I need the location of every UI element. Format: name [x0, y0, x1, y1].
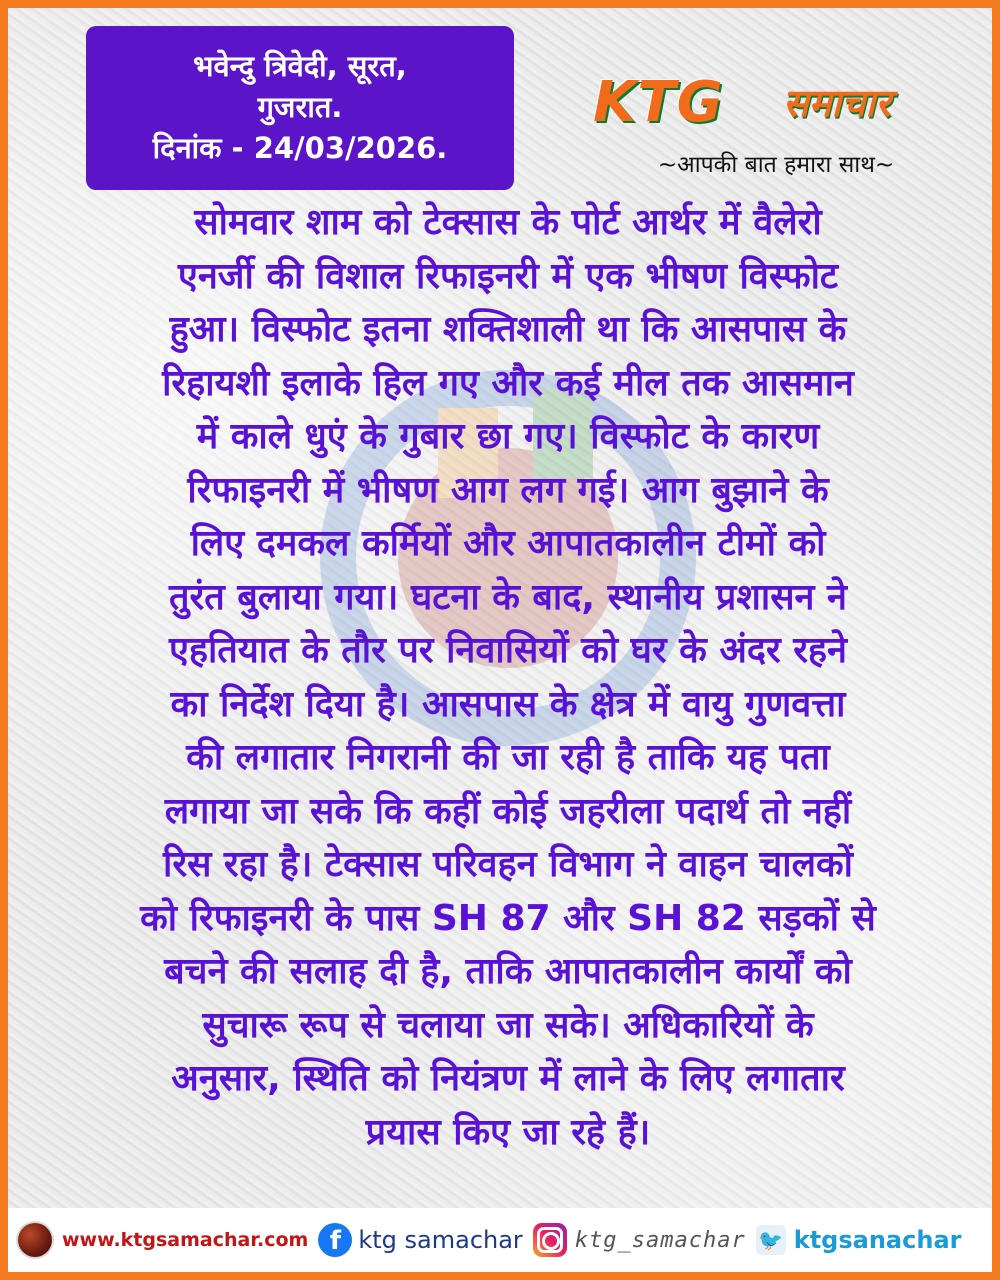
- article-line: तुरंत बुलाया गया। घटना के बाद, स्थानीय प्रशासन ने: [168, 576, 848, 618]
- article-line: अनुसार, स्थिति को नियंत्रण में लाने के लिए लगातार: [171, 1058, 845, 1099]
- article-line: की लगातार निगरानी की जा रही है ताकि यह पता: [186, 737, 830, 778]
- twitter-text: ktgsanachar: [793, 1226, 962, 1254]
- article-body: [28, 196, 988, 1159]
- instagram-icon: [533, 1223, 567, 1257]
- tagline: ~आपकी बात हमारा साथ~: [657, 152, 895, 178]
- article-line: प्रयास किए जा रहे हैं।: [365, 1111, 651, 1153]
- article-line: बचने की सलाह दी है, ताकि आपातकालीन कार्यों को: [164, 951, 852, 992]
- footer-bar: [8, 1208, 992, 1272]
- article-line: लगाया जा सके कि कहीं कोई जहरीला पदार्थ तो नहीं: [164, 790, 852, 832]
- article-line: सोमवार शाम को टेक्सास के पोर्ट आर्थर में वैलेरो: [194, 202, 822, 243]
- author-box: [86, 26, 514, 190]
- article-line: एनर्जी की विशाल रिफाइनरी में एक भीषण विस्फोट: [177, 255, 839, 297]
- article-line: रिहायशी इलाके हिल गए और कई मील तक आसमान: [162, 362, 854, 404]
- article-line: लिए दमकल कर्मियों और आपातकालीन टीमों को: [190, 523, 826, 564]
- author-name: भवेन्दु त्रिवेदी, सूरत,: [193, 49, 407, 83]
- article-line: में काले धुएं के गुबार छा गए। विस्फोट के कारण: [196, 416, 820, 457]
- article-line: रिस रहा है। टेक्सास परिवहन विभाग ने वाहन चालकों: [163, 844, 853, 885]
- article-line: का निर्देश दिया है। आसपास के क्षेत्र में वायु गुणवत्ता: [170, 683, 846, 725]
- twitter-link[interactable]: [756, 1225, 962, 1255]
- facebook-text: ktg samachar: [358, 1226, 523, 1254]
- globe-icon: [18, 1223, 52, 1257]
- article-line: एहतियात के तौर पर निवासियों को घर के अंदर रहने: [168, 630, 848, 671]
- logo-samachar-text: समाचार: [783, 81, 891, 125]
- twitter-icon: 🐦: [756, 1225, 786, 1255]
- article-line: को रिफाइनरी के पास SH 87 और SH 82 सड़कों से: [140, 897, 876, 939]
- instagram-link[interactable]: [533, 1223, 746, 1257]
- article-line: हुआ। विस्फोट इतना शक्तिशाली था कि आसपास के: [169, 309, 847, 350]
- ktg-samachar-logo: [593, 70, 953, 140]
- publish-date: दिनांक - 24/03/2026.: [152, 131, 448, 165]
- website-link[interactable]: [18, 1223, 308, 1257]
- facebook-link[interactable]: [318, 1223, 522, 1257]
- article-line: रिफाइनरी में भीषण आग लग गई। आग बुझाने के: [187, 469, 829, 511]
- website-text: www.ktgsamachar.com: [62, 1229, 309, 1251]
- instagram-text: ktg_samachar: [574, 1227, 746, 1253]
- facebook-icon: f: [318, 1223, 352, 1257]
- author-location: गुजरात.: [257, 90, 343, 124]
- logo-ktg-text: KTG: [593, 70, 724, 135]
- article-line: सुचारू रूप से चलाया जा सके। अधिकारियों के: [202, 1004, 814, 1046]
